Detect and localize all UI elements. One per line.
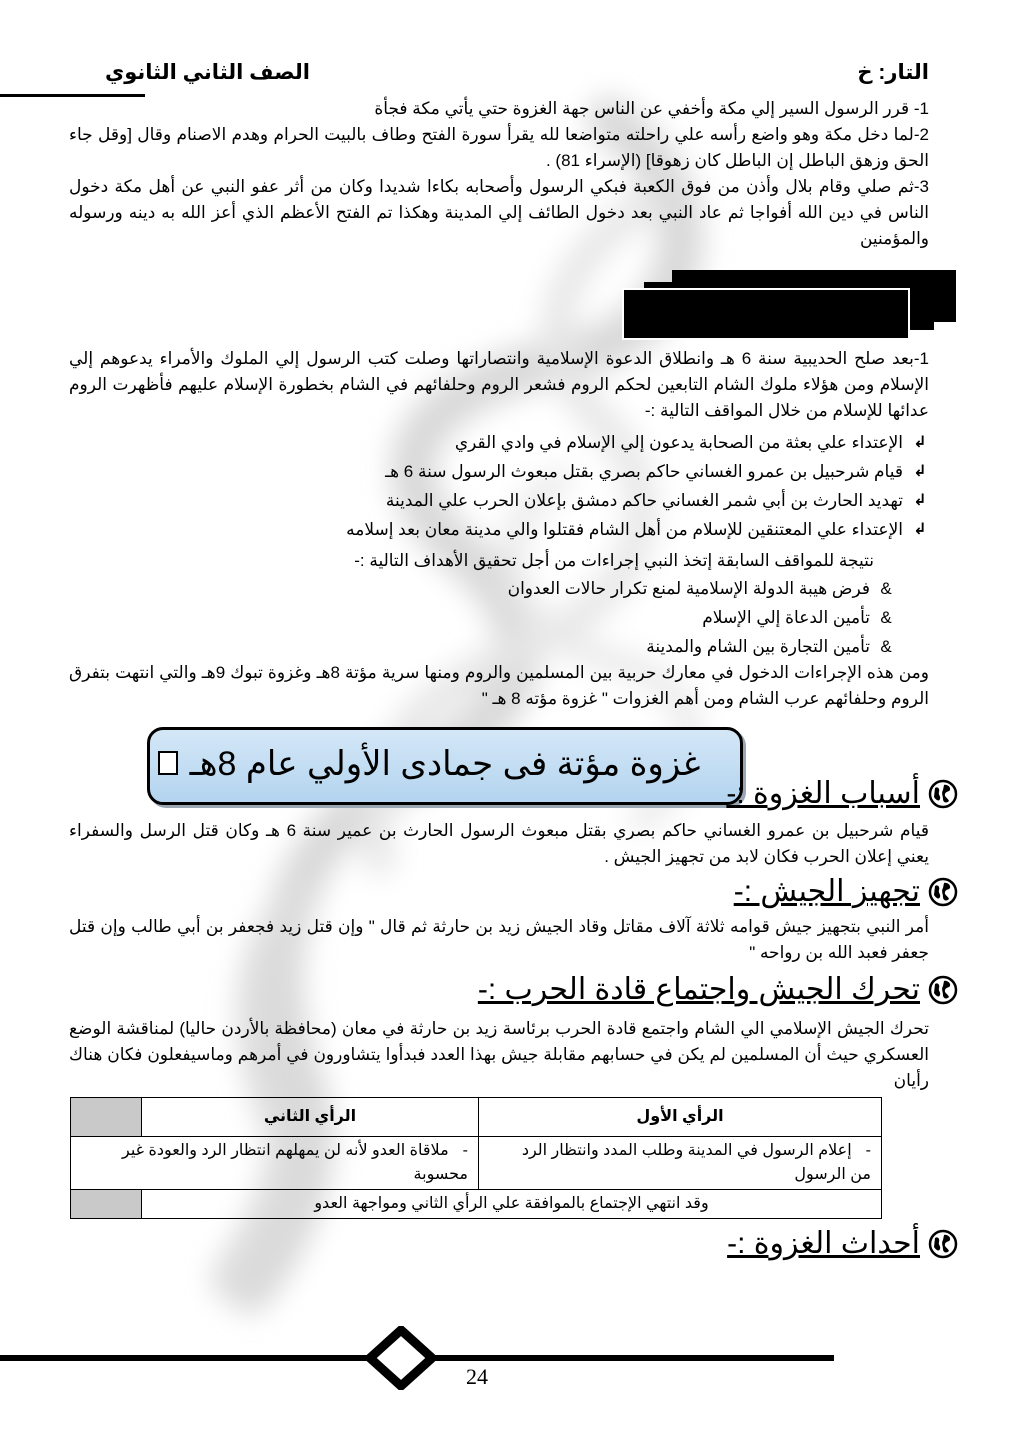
footer-line-left — [0, 1355, 390, 1361]
globe-icon — [928, 877, 958, 907]
page-number: 24 — [466, 1364, 488, 1389]
procedures-paragraph: ومن هذه الإجراءات الدخول في معارك حربية بين المسلمين والروم ومنها سرية مؤتة 8هـ وغزوة تبوك 9هـ والتي انتهت بتفرق الروم وحلفائهم عرب الشام ومن أهم الغزوات " غزوة مؤته 8 هـ " — [69, 663, 929, 708]
equipping-text: أمر النبي بتجهيز جيش قوامه ثلاثة آلاف مقاتل وقاد الجيش زيد بن حارثة ثم قال " وإن قتل زيد فجعفر بن أبي طالب وإن قتل جعفر فعبد الله بن رواحه " — [69, 917, 929, 962]
gray-cell — [71, 1190, 142, 1219]
goals-list — [194, 574, 894, 661]
list-item — [89, 457, 929, 486]
goal-text: تأمين التجارة بين الشام والمدينة — [646, 637, 870, 656]
causes-heading-row — [726, 776, 958, 811]
movement-heading-row — [478, 972, 958, 1007]
causes-text: قيام شرحبيل بن عمرو الغساني حاكم بصري بقتل مبعوث الرسول الحارث بن عمير سنة 6 هـ وكان قتل الرسل والسفراء يعني إعلان الحرب فكان لابد من تجهيز الجيش . — [69, 821, 929, 866]
footer-line-right — [434, 1355, 834, 1361]
ampersand-bullet-icon: & — [880, 608, 892, 627]
intro-block — [69, 96, 929, 252]
causes-heading: أسباب الغزوة :- — [726, 777, 920, 810]
goal-text: فرض هيبة الدولة الإسلامية لمنع تكرار حالات العدوان — [507, 579, 870, 598]
background-paragraph: 1-بعد صلح الحديبية سنة 6 هـ وانطلاق الدعوة الإسلامية وانتصاراتها وصلت كتب الرسول إلي الملوك والأمراء يدعوهم إلي الإسلام ومن هؤلاء ملوك الشام التابعين لحكم الروم فشعر الروم وحلفائهم في الشام بخطورة الإسلام عليهم فأظهرت الروم عدائها للإسلام من خلال المواقف التالية :- — [69, 349, 929, 420]
dash-mark: - — [462, 1142, 468, 1159]
events-heading: أحداث الغزوة :- — [727, 1227, 920, 1260]
equipping-heading: تجهيز الجيش :- — [733, 875, 920, 908]
second-opinion-text: ملاقاة العدو لأنه لن يمهلهم انتظار الرد والعودة غير محسوبة — [122, 1142, 468, 1183]
gray-cell — [71, 1098, 142, 1137]
intro-paragraph-2: 2-لما دخل مكة وهو واضع رأسه علي راحلته متواضعا لله يقرأ سورة الفتح وطاف بالبيت الحرام وهدم الاصنام وقال [وقل جاء الحق وزهق الباطل إن الباطل كان زهوقا] (الإسراء 81) . — [69, 125, 929, 170]
position-text: قيام شرحبيل بن عمرو الغساني حاكم بصري بقتل مبعوث الرسول سنة 6 هـ — [385, 462, 903, 481]
globe-icon — [928, 1229, 958, 1259]
globe-icon — [928, 779, 958, 809]
second-opinion-cell — [71, 1137, 479, 1190]
footer-ornament — [364, 1326, 438, 1390]
events-heading-row — [727, 1226, 958, 1261]
battle-title: غزوة مؤتة فى جمادى الأولي عام 8هـ — [189, 745, 701, 783]
first-opinion-text: إعلام الرسول في المدينة وطلب المدد وانتظار الرد من الرسول — [521, 1142, 871, 1183]
first-opinion-header: الرأي الأول — [479, 1098, 882, 1137]
opinions-table — [70, 1097, 882, 1219]
position-text: الإعتداء علي بعثة من الصحابة يدعون إلي الإسلام في وادي القري — [454, 433, 903, 452]
intro-paragraph-1: 1- قرر الرسول السير إلي مكة وأخفي عن الناس جهة الغزوة حتي يأتي مكة فجأة — [374, 99, 929, 118]
redacted-bar-front — [624, 290, 908, 338]
arrow-bullet-icon: ↲ — [913, 492, 927, 509]
first-opinion-cell — [479, 1137, 882, 1190]
list-item — [89, 515, 929, 544]
equipping-heading-row — [734, 874, 958, 909]
checkbox-square — [158, 751, 178, 775]
battle-title-box — [147, 727, 743, 805]
globe-icon — [928, 975, 958, 1005]
page-title: التار: خ — [857, 61, 929, 84]
intro-paragraph-3: 3-ثم صلي وقام بلال وأذن من فوق الكعبة فبكي الرسول وأصحابه بكاءا شديدا وكان من أثر عفو النبي عن أهل مكة دخول الناس في دين الله أفواجا ثم عاد النبي بعد دخول الطائف إلي المدينة وهكذا تم الفتح الأعظم الذي أعز الله به دينه ورسوله والمؤمنين — [69, 177, 929, 248]
list-item — [194, 574, 894, 603]
arrow-bullet-icon: ↲ — [913, 463, 927, 480]
movement-text: تحرك الجيش الإسلامي الي الشام واجتمع قادة الحرب برئاسة زيد بن حارثة في معان (محافظة بالأردن حاليا) لمناقشة الوضع العسكري حيث أن المسلمين لم يكن في حسابهم مقابلة جيش بهذا العدد فبدأوا يتشاورون في أمرهم وماسيفعلون فكان هناك رأيان — [69, 1019, 929, 1090]
arrow-bullet-icon: ↲ — [913, 434, 927, 451]
ampersand-bullet-icon: & — [880, 579, 892, 598]
arrow-bullet-icon: ↲ — [913, 521, 927, 538]
movement-heading: تحرك الجيش واجتماع قادة الحرب :- — [477, 973, 920, 1006]
second-opinion-header: الرأي الثاني — [142, 1098, 479, 1137]
position-text: الإعتداء علي المعتنقين للإسلام من أهل الشام فقتلوا والي مدينة معان بعد إسلامه — [346, 520, 903, 539]
result-line: نتيجة للمواقف السابقة إتخذ النبي إجراءات من أجل تحقيق الأهداف التالية :- — [354, 551, 874, 570]
list-item — [194, 603, 894, 632]
dash-mark: - — [865, 1142, 871, 1159]
list-item — [89, 486, 929, 515]
position-text: تهديد الحارث بن أبي شمر الغساني حاكم دمشق بإعلان الحرب علي المدينة — [385, 491, 903, 510]
conclusion-cell: وقد انتهي الإجتماع بالموافقة علي الرأي الثاني ومواجهة العدو — [142, 1190, 882, 1219]
goal-text: تأمين الدعاة إلي الإسلام — [702, 608, 870, 627]
ampersand-bullet-icon: & — [880, 637, 892, 656]
list-item — [194, 632, 894, 661]
class-label: الصف الثاني الثانوي — [105, 61, 310, 84]
positions-list — [89, 428, 929, 544]
list-item — [89, 428, 929, 457]
